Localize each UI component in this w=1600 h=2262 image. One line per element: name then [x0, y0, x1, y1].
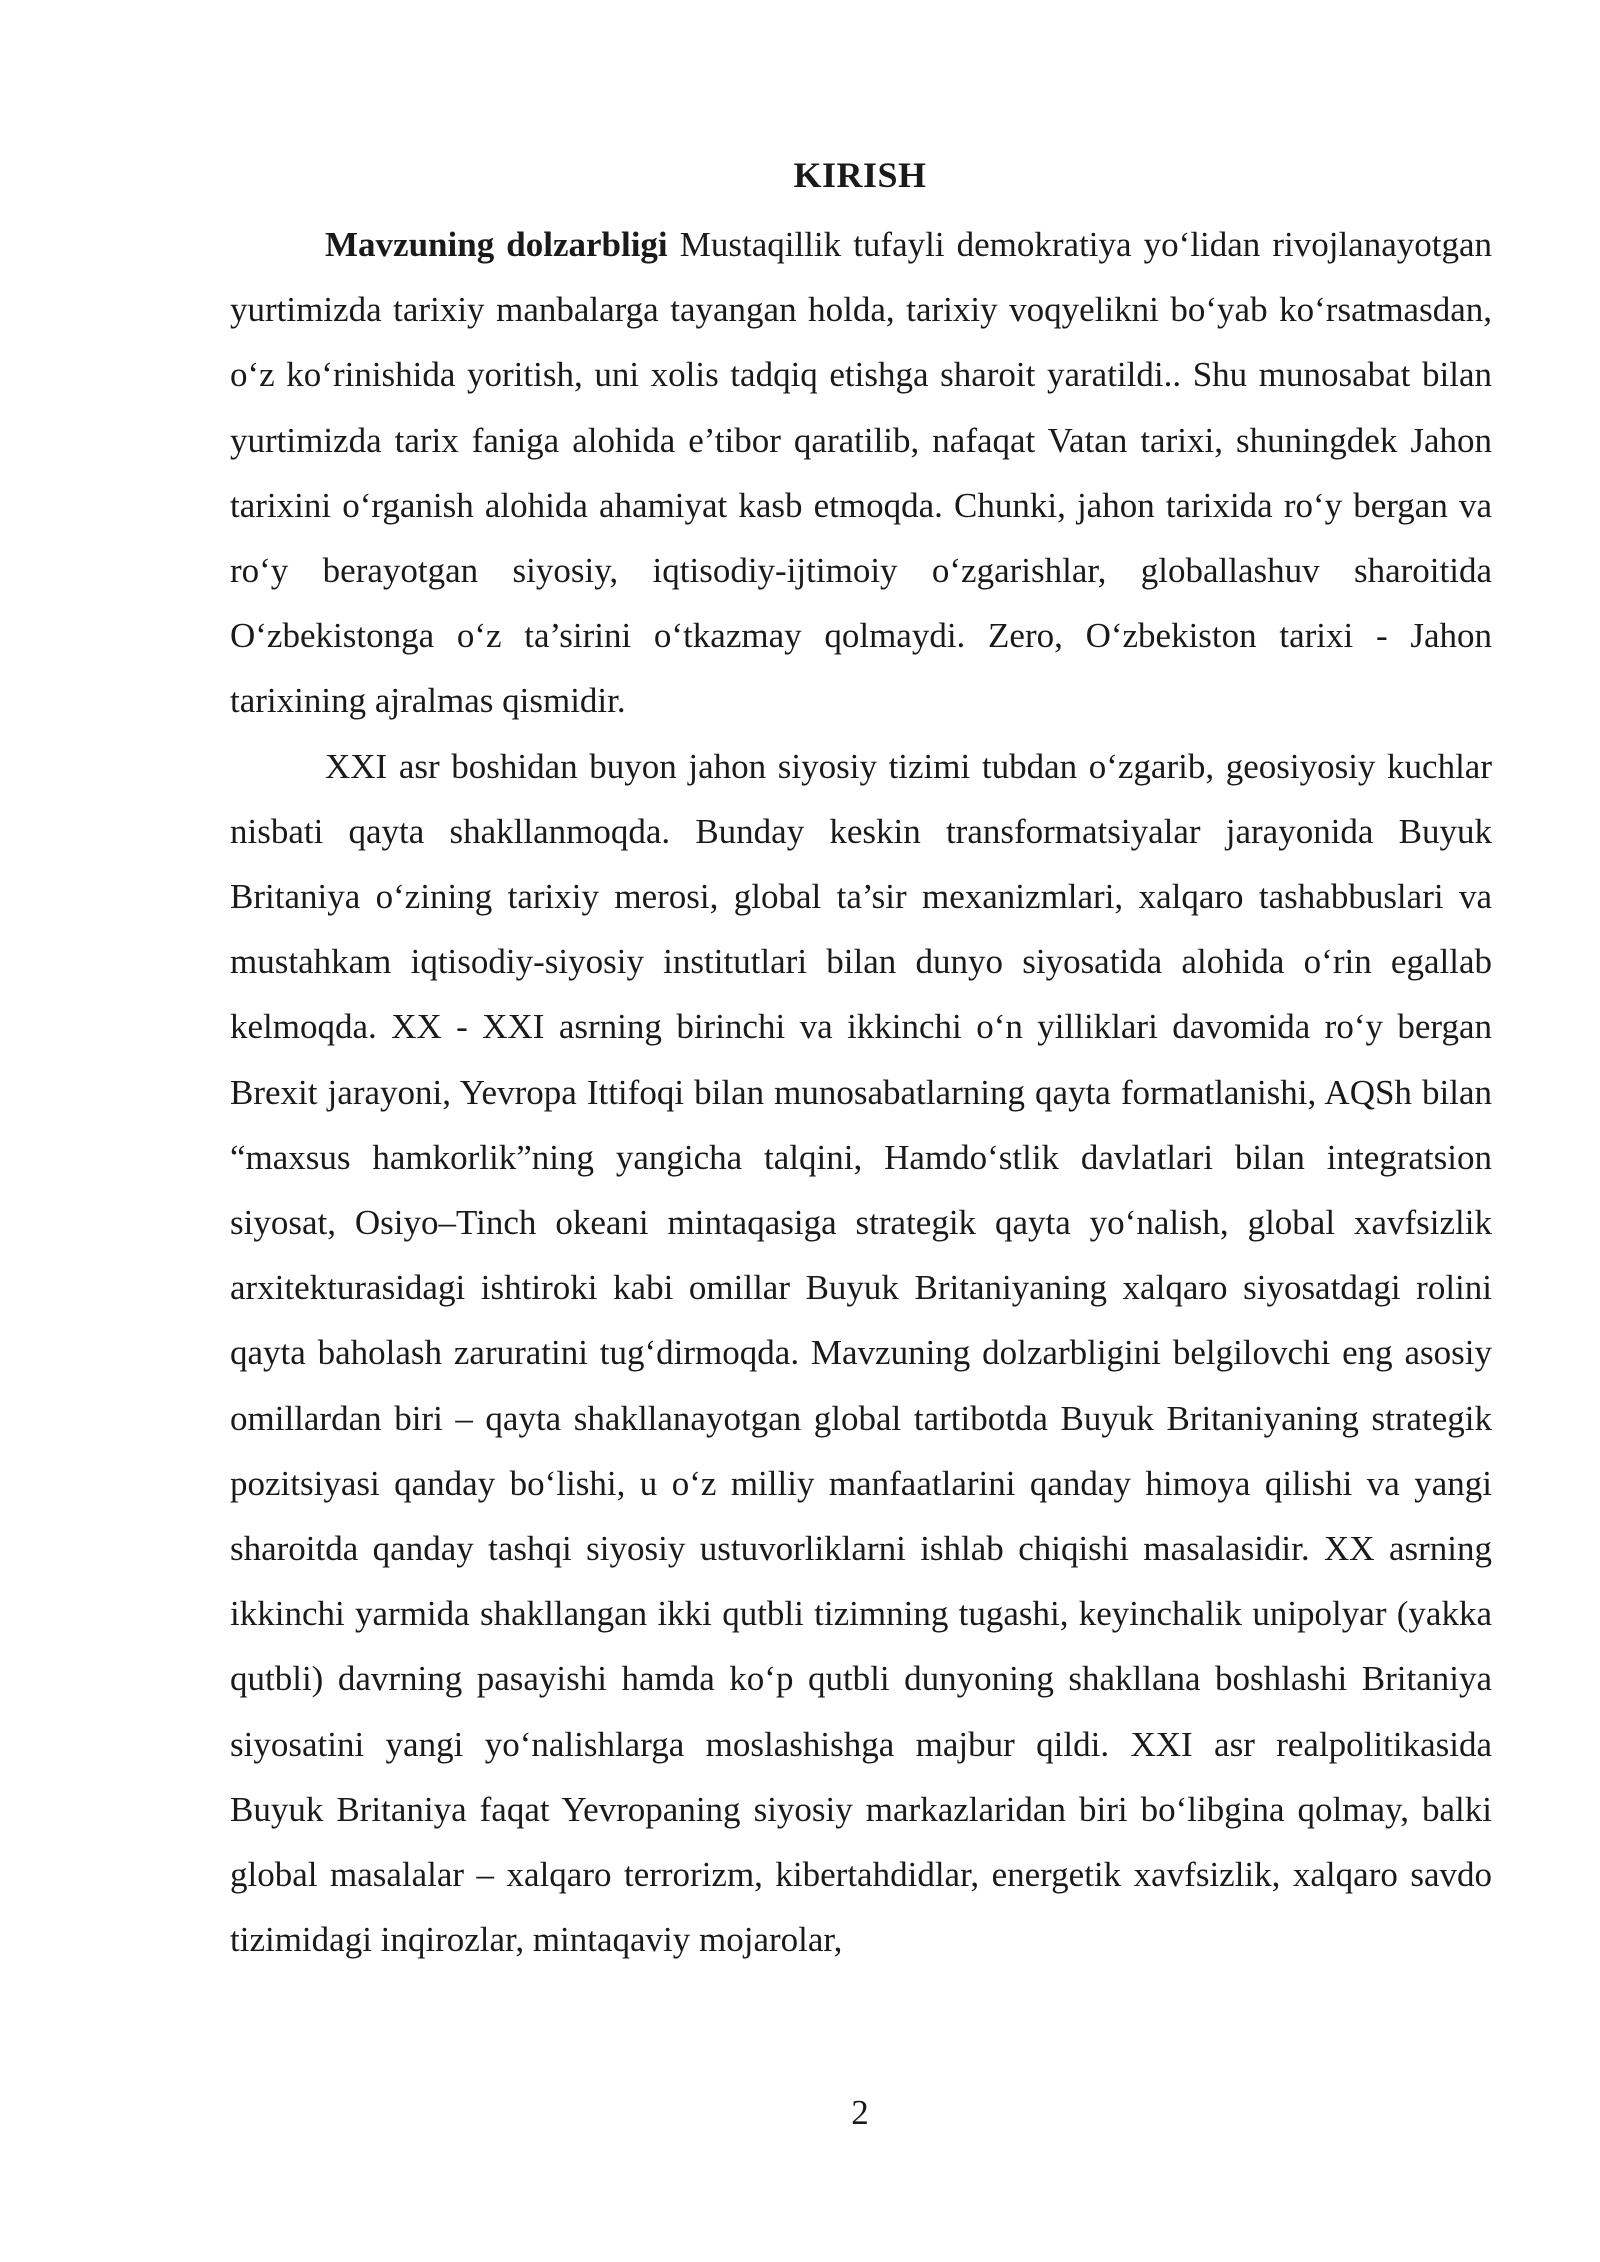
- page-title: KIRISH: [793, 155, 927, 195]
- paragraph-text: Mustaqillik tufayli demokratiya yo‘lidan rivojlanayotgan yurtimizda tarixiy manbalarga tayangan holda, tarixiy voqyelikni bo‘yab ko‘rsatmasdan, o‘z ko‘rinishida yoritish, uni xolis tadqiq etishga sharoit yaratildi.. Shu munosabat bilan yurtimizda tarix faniga alohida e’tibor qaratilib, nafaqat Vatan tarixi, shuningdek Jahon tarixini o‘rganish alohida ahamiyat kasb etmoqda. Chunki, jahon tarixida ro‘y bergan va ro‘y berayotgan siyosiy, iqtisodiy-ijtimoiy o‘zgarishlar, globallashuv sharoitida O‘zbekistonga o‘z ta’sirini o‘tkazmay qolmaydi. Zero, O‘zbekiston tarixi - Jahon tarixining ajralmas qismidir.: [230, 225, 1492, 721]
- page-number: 2: [851, 2093, 869, 2132]
- paragraph-relevance: [230, 212, 1492, 734]
- paragraph-text: XXI asr boshidan buyon jahon siyosiy tizimi tubdan o‘zgarib, geosiyosiy kuchlar nisbati qayta shakllanmoqda. Bunday keskin transformatsiyalar jarayonida Buyuk Britaniya o‘zining tarixiy merosi, global ta’sir mexanizmlari, xalqaro tashabbuslari va mustahkam iqtisodiy-siyosiy institutlari bilan dunyo siyosatida alohida o‘rin egallab kelmoqda. XX - XXI asrning birinchi va ikkinchi o‘n yilliklari davomida ro‘y bergan Brexit jarayoni, Yevropa Ittifoqi bilan munosabatlarning qayta formatlanishi, AQSh bilan “maxsus hamkorlik”ning yangicha talqini, Hamdo‘stlik davlatlari bilan integratsion siyosat, Osiyo–Tinch okeani mintaqasiga strategik qayta yo‘nalish, global xavfsizlik arxitekturasidagi ishtiroki kabi omillar Buyuk Britaniyaning xalqaro siyosatdagi rolini qayta baholash zaruratini tug‘dirmoqda. Mavzuning dolzarbligini belgilovchi eng asosiy omillardan biri – qayta shakllanayotgan global tartibotda Buyuk Britaniyaning strategik pozitsiyasi qanday bo‘lishi, u o‘z milliy manfaatlarini qanday himoya qilishi va yangi sharoitda qanday tashqi siyosiy ustuvorliklarni ishlab chiqishi masalasidir. XX asrning ikkinchi yarmida shakllangan ikki qutbli tizimning tugashi, keyinchalik unipolyar (yakka qutbli) davrning pasayishi hamda ko‘p qutbli dunyoning shakllana boshlashi Britaniya siyosatini yangi yo‘nalishlarga moslashishga majbur qildi. XXI asr realpolitikasida Buyuk Britaniya faqat Yevropaning siyosiy markazlaridan biri bo‘libgina qolmay, balki global masalalar – xalqaro terrorizm, kibertahdidlar, energetik xavfsizlik, xalqaro savdo tizimidagi inqirozlar, mintaqaviy mojarolar,: [230, 746, 1492, 1960]
- paragraph-lead: Mavzuning dolzarbligi: [325, 225, 668, 264]
- body-text: [230, 212, 1492, 1972]
- paragraph-context: [230, 734, 1492, 1973]
